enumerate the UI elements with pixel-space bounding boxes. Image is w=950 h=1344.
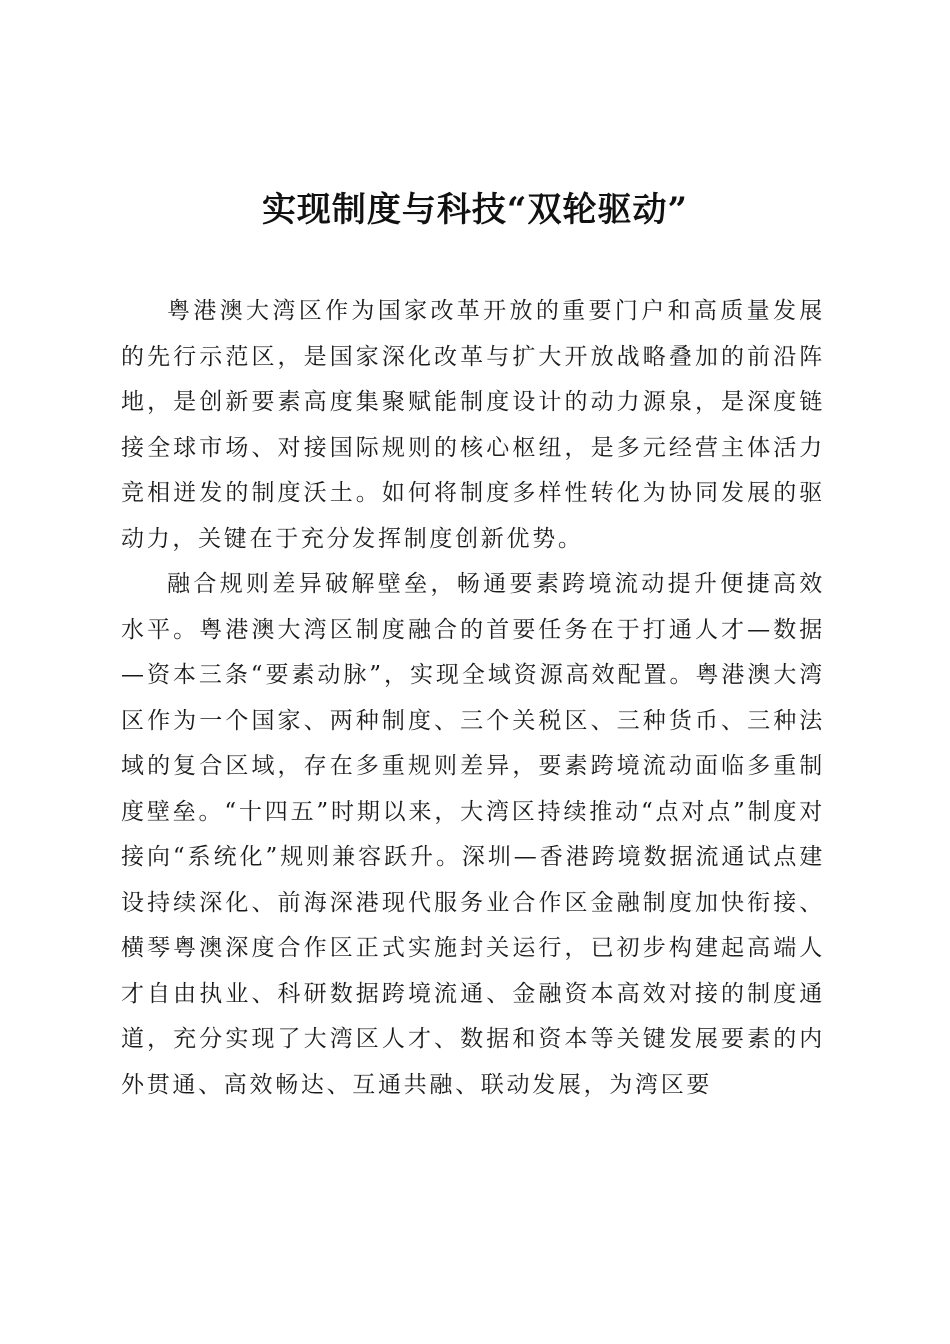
document-title: 实现制度与科技“双轮驱动” xyxy=(261,190,689,230)
paragraph-1: 粤港澳大湾区作为国家改革开放的重要门户和高质量发展的先行示范区，是国家深化改革与扩大开放战略叠加的前沿阵地，是创新要素高度集聚赋能制度设计的动力源泉，是深度链接全球市场、对接国际规则的核心枢纽，是多元经营主体活力竞相迸发的制度沃土。如何将制度多样性转化为协同发展的驱动力，关键在于充分发挥制度创新优势。 xyxy=(121,298,825,552)
paragraph-2: 融合规则差异破解壁垒，畅通要素跨境流动提升便捷高效水平。粤港澳大湾区制度融合的首要任务在于打通人才—数据—资本三条“要素动脉”，实现全域资源高效配置。粤港澳大湾区作为一个国家、两种制度、三个关税区、三种货币、三种法域的复合区域，存在多重规则差异，要素跨境流动面临多重制度壁垒。“十四五”时期以来，大湾区持续推动“点对点”制度对接向“系统化”规则兼容跃升。深圳—香港跨境数据流通试点建设持续深化、前海深港现代服务业合作区金融制度加快衔接、横琴粤澳深度合作区正式实施封关运行，已初步构建起高端人才自由执业、科研数据跨境流通、金融资本高效对接的制度通道，充分实现了大湾区人才、数据和资本等关键发展要素的内外贯通、高效畅达、互通共融、联动发展，为湾区要 xyxy=(121,571,825,1098)
document-body xyxy=(121,289,825,1108)
